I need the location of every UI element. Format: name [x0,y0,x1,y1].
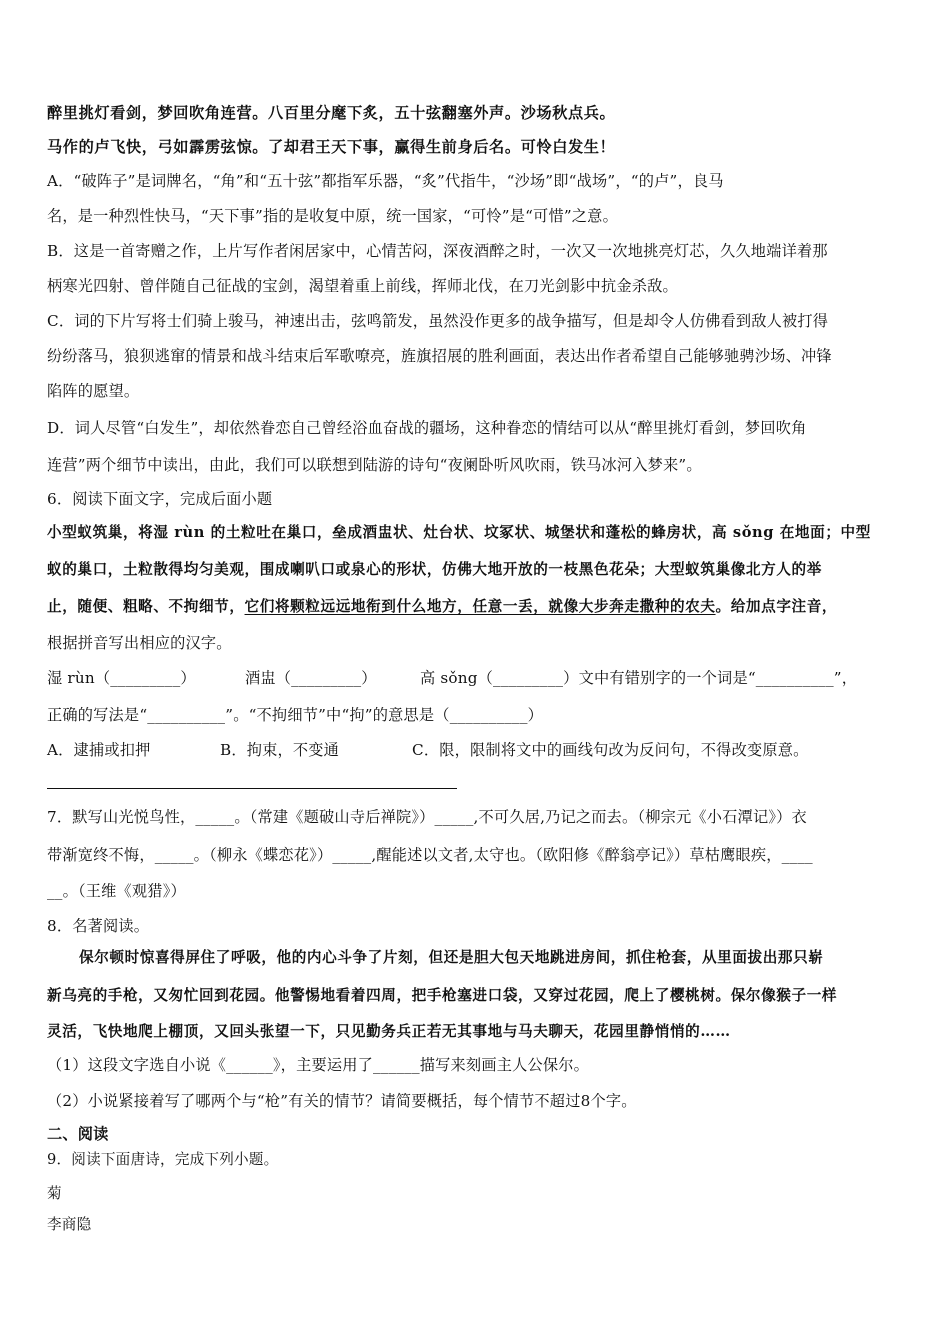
q8-sub-question-1: （1）这段文字选自小说《______》，主要运用了______描写来刻画主人公保尔。 [47,1056,590,1074]
q6-passage-line-2: 蚁的巢口，土粒散得均匀美观，围成喇叭口或泉心的形状，仿佛大地开放的一枝黑色花朵；大型蚁筑巢像北方人的举 [47,561,822,578]
option-b-line-1: B．这是一首寄赠之作，上片写作者闲居家中，心情苦闷，深夜酒醉之时，一次又一次地挑亮灯芯，久久地端详着那 [47,242,828,260]
option-d-line-1: D．词人尽管“白发生”，却依然眷恋自己曾经浴血奋战的疆场，这种眷恋的情结可以从“醉里挑灯看剑，梦回吹角 [47,419,807,437]
option-c-line-2: 纷纷落马，狼狈逃窜的情景和战斗结束后军歌嘹亮，旌旗招展的胜利画面，表达出作者希望自己能够驰骋沙场、冲锋 [47,347,832,365]
q6-title: 6．阅读下面文字，完成后面小题 [47,490,273,508]
choice-a[interactable]: A．逮捕或扣押 [47,741,151,759]
q7-line-2: 带渐宽终不悔，_____。（柳永《蝶恋花》）_____,醒能述以文者,太守也。（欧阳修《醉翁亭记》）草枯鹰眼疾，____ [47,846,813,864]
q8-passage-line-3: 灵活，飞快地爬上棚顶，又回头张望一下，只见勤务兵正若无其事地与马夫聊天，花园里静悄悄的…… [47,1023,731,1040]
q6-passage-line-4: 根据拼音写出相应的汉字。 [47,634,232,652]
choice-b[interactable]: B．拘束，不变通 [220,741,340,759]
q6-fill-line-2[interactable]: 正确的写法是“__________”。“不拘细节”中“拘”的意思是（__________） [47,706,544,724]
q8-passage-line-1: 保尔顿时惊喜得屏住了呼吸，他的内心斗争了片刻，但还是胆大包天地跳进房间，抓住枪套，从里面拔出那只崭 [79,949,824,966]
poem-title: 菊 [47,1185,62,1202]
q6-fill-line [47,668,907,688]
option-c-line-3: 陷阵的愿望。 [47,382,140,400]
q7-line-3: __。（王维《观猎》） [47,882,186,900]
option-c-line-1: C．词的下片写将士们骑上骏马，神速出击，弦鸣箭发，虽然没作更多的战争描写，但是却令人仿佛看到敌人被打得 [47,312,829,330]
poem-line-2: 马作的卢飞快，弓如霹雳弦惊。了却君王天下事，赢得生前身后名。可怜白发生！ [47,138,616,156]
underlined-sentence: 它们将颗粒远远地衔到什么地方，任意一丢，就像大步奔走撒种的农夫 [244,598,716,615]
option-a-line-2: 名，是一种烈性快马，“天下事”指的是收复中原，统一国家，“可怜”是“可惜”之意。 [47,207,618,225]
q6-passage-plain: 止，随便、粗略、不拘细节， [47,598,245,615]
fill-blank-run[interactable]: 湿 rùn（_________） [47,669,196,687]
choice-c[interactable]: C．限，限制将文中的画线句改为反问句，不得改变原意。 [412,741,809,759]
q6-passage-line-1: 小型蚁筑巢，将湿 rùn 的土粒吐在巢口，垒成酒盅状、灶台状、坟冢状、城堡状和蓬松的蜂房状，高 sǒng 在地面；中型 [47,524,871,541]
option-a-line-1: A．“破阵子”是词牌名，“角”和“五十弦”都指军乐器，“炙”代指牛，“沙场”即“战场”，“的卢”，良马 [47,172,724,190]
q6-passage-tail: 。给加点字注音， [715,598,838,615]
q9-title: 9．阅读下面唐诗，完成下列小题。 [47,1151,279,1168]
fill-blank-jiuzhong[interactable]: 酒盅（_________） [245,669,377,687]
poem-line-1: 醉里挑灯看剑，梦回吹角连营。八百里分麾下炙，五十弦翻塞外声。沙场秋点兵。 [47,104,616,122]
q8-sub-question-2: （2）小说紧接着写了哪两个与“枪”有关的情节？请简要概括，每个情节不超过8个字。 [47,1092,637,1110]
section-heading: 二、阅读 [47,1125,109,1143]
poem-author: 李商隐 [47,1216,92,1233]
answer-line[interactable] [47,788,457,789]
q7-line-1: 7．默写山光悦鸟性，_____。（常建《题破山寺后禅院》）_____,不可久居,乃记之而去。（柳宗元《小石潭记》）衣 [47,808,807,826]
option-b-line-2: 柄寒光四射、曾伴随自己征战的宝剑，渴望着重上前线，挥师北伐，在刀光剑影中抗金杀敌。 [47,277,678,295]
q8-title: 8．名著阅读。 [47,917,150,935]
fill-blank-song[interactable]: 高 sǒng（_________）文中有错别字的一个词是“__________”， [420,669,858,687]
option-d-line-2: 连营”两个细节中读出，由此，我们可以联想到陆游的诗句“夜阑卧听风吹雨，铁马冰河入梦来”。 [47,456,702,474]
q6-passage-line-3 [47,597,907,617]
q6-choices [47,740,907,760]
q8-passage-line-2: 新乌亮的手枪，又匆忙回到花园。他警惕地看着四周，把手枪塞进口袋，又穿过花园，爬上了樱桃树。保尔像猴子一样 [47,987,838,1004]
